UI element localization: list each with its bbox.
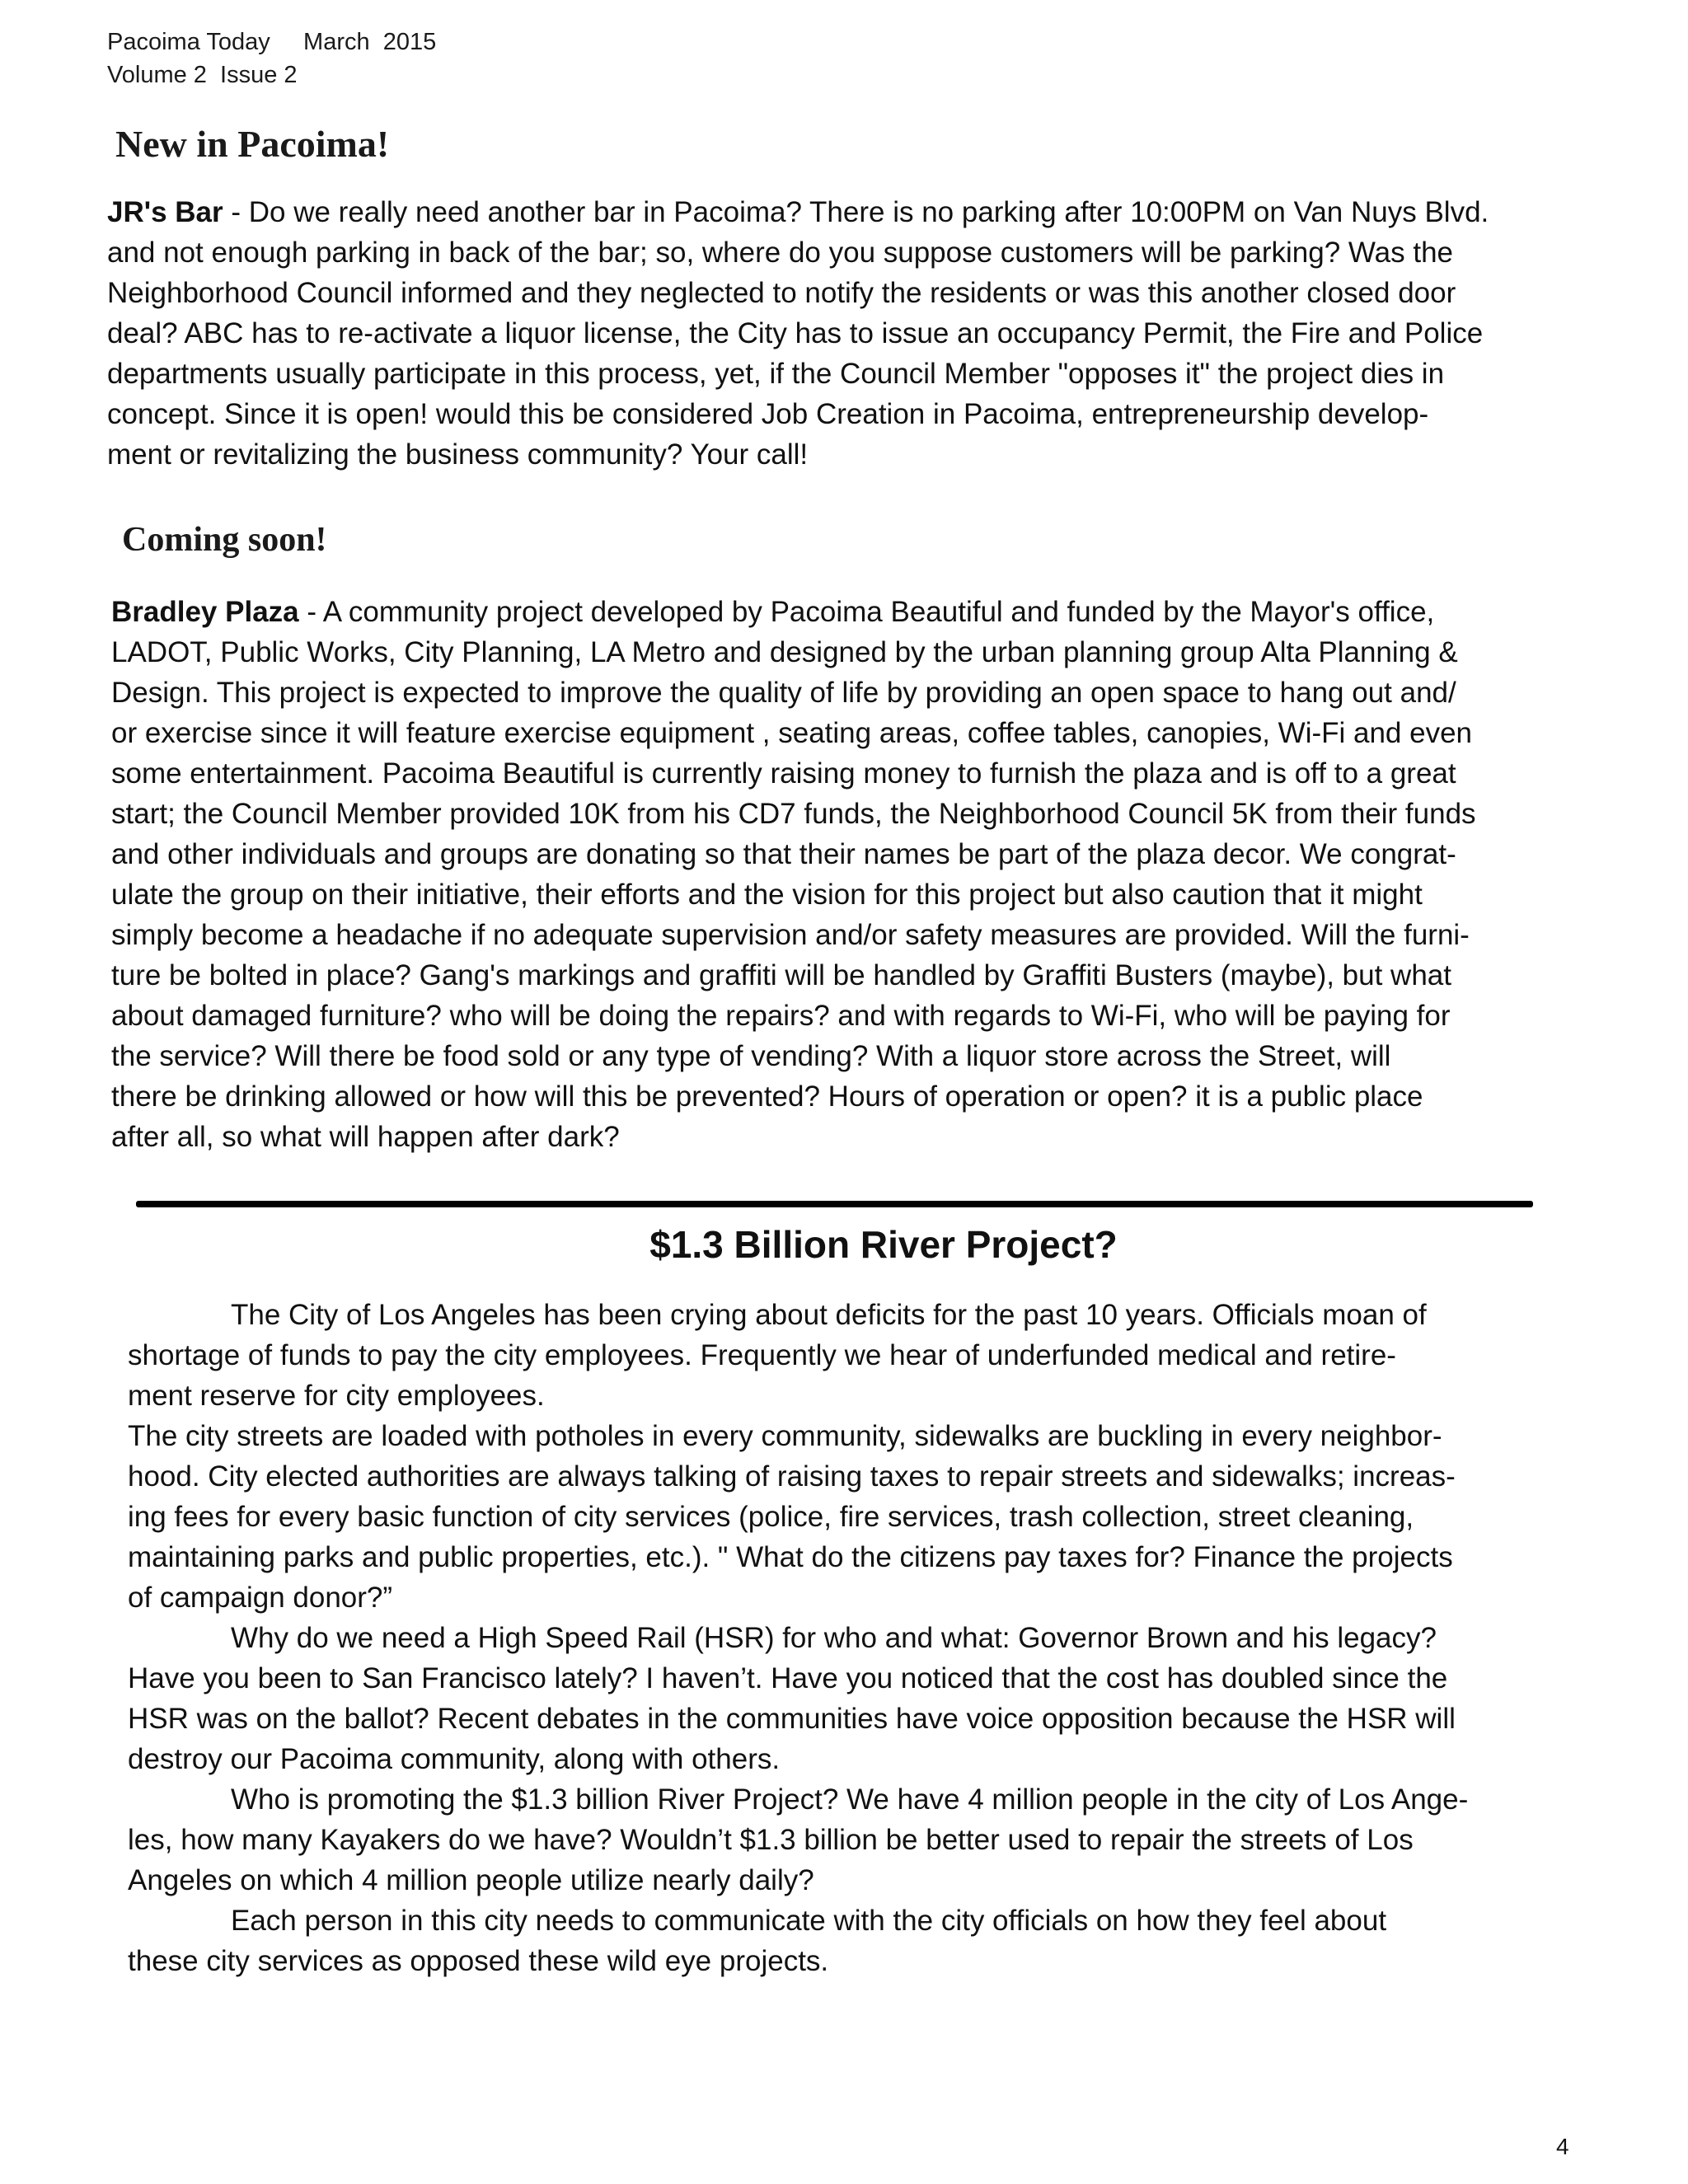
article-line: les, how many Kayakers do we have? Wouldn’t $1.3 billion be better used to repair the streets of Los: [128, 1824, 1414, 1856]
article-line: maintaining parks and public properties, etc.). " What do the citizens pay taxes for? Finance the projects: [128, 1541, 1453, 1573]
article-line: HSR was on the ballot? Recent debates in the communities have voice opposition because the HSR will: [128, 1703, 1456, 1735]
article-line: there be drinking allowed or how will this be prevented? Hours of operation or open? it is a public place: [111, 1080, 1423, 1113]
article-line: LADOT, Public Works, City Planning, LA Metro and designed by the urban planning group Alta Planning &: [111, 636, 1458, 668]
header-issue-line: Volume 2 Issue 2: [107, 62, 298, 88]
publication-name: Pacoima Today: [107, 29, 270, 55]
article-line: or exercise since it will feature exercise equipment , seating areas, coffee tables, canopies, Wi-Fi and even: [111, 717, 1473, 749]
article-line: about damaged furniture? who will be doing the repairs? and with regards to Wi-Fi, who will be paying for: [111, 1000, 1451, 1032]
header-publication-line: [107, 26, 436, 59]
coming-soon-title: Coming soon!: [122, 521, 327, 559]
article-line: ulate the group on their initiative, their efforts and the vision for this project but also caution that it might: [111, 879, 1423, 911]
river-project-article: [128, 1295, 1468, 1981]
article-line: simply become a headache if no adequate supervision and/or safety measures are provided. Will the furni-: [111, 919, 1470, 951]
jrs-bar-lead: JR's Bar: [107, 196, 223, 228]
article-line: the service? Will there be food sold or any type of vending? With a liquor store across the Street, will: [111, 1040, 1391, 1072]
article-line: Each person in this city needs to communicate with the city officials on how they feel about: [231, 1905, 1387, 1937]
article-line: Bradley Plaza - A community project developed by Pacoima Beautiful and funded by the Mayor's office,: [111, 596, 1435, 628]
article-line: Have you been to San Francisco lately? I haven’t. Have you noticed that the cost has doubled since the: [128, 1662, 1448, 1694]
river-project-title: $1.3 Billion River Project?: [649, 1223, 1118, 1266]
article-line: Who is promoting the $1.3 billion River Project? We have 4 million people in the city of Los Ange-: [231, 1783, 1469, 1816]
article-line: The city streets are loaded with potholes in every community, sidewalks are buckling in every neighbor-: [128, 1420, 1442, 1452]
new-in-pacoima-title: New in Pacoima!: [115, 123, 390, 165]
article-line: ture be bolted in place? Gang's markings and graffiti will be handled by Graffiti Busters (maybe), but what: [111, 959, 1451, 991]
article-line: Angeles on which 4 million people utilize nearly daily?: [128, 1864, 814, 1896]
article-line: ment reserve for city employees.: [128, 1380, 545, 1412]
article-line: of campaign donor?”: [128, 1582, 393, 1614]
article-line: shortage of funds to pay the city employees. Frequently we hear of underfunded medical and retire-: [128, 1339, 1396, 1371]
article-line: deal? ABC has to re-activate a liquor license, the City has to issue an occupancy Permit, the Fire and Police: [107, 317, 1484, 349]
article-line: after all, so what will happen after dark?: [111, 1121, 620, 1153]
article-line: and other individuals and groups are donating so that their names be part of the plaza decor. We congrat-: [111, 838, 1456, 870]
article-line: concept. Since it is open! would this be considered Job Creation in Pacoima, entrepreneurship develop-: [107, 398, 1429, 430]
article-line: hood. City elected authorities are always talking of raising taxes to repair streets and sidewalks; increas-: [128, 1460, 1456, 1493]
article-line: JR's Bar - Do we really need another bar in Pacoima? There is no parking after 10:00PM on Van Nuys Blvd.: [107, 196, 1489, 228]
article-line: these city services as opposed these wild eye projects.: [128, 1945, 829, 1977]
article-line: Why do we need a High Speed Rail (HSR) for who and what: Governor Brown and his legacy?: [231, 1622, 1437, 1654]
article-line: and not enough parking in back of the bar; so, where do you suppose customers will be parking? Was the: [107, 237, 1454, 269]
article-line: destroy our Pacoima community, along with others.: [128, 1743, 781, 1775]
article-line: some entertainment. Pacoima Beautiful is currently raising money to furnish the plaza and is off to a great: [111, 757, 1456, 790]
bradley-plaza-article: [111, 592, 1476, 1157]
page-number: 4: [1556, 2134, 1569, 2159]
publication-date: March 2015: [303, 29, 437, 55]
section-divider: [136, 1201, 1533, 1207]
article-line: start; the Council Member provided 10K from his CD7 funds, the Neighborhood Council 5K from their funds: [111, 798, 1476, 830]
article-line: ing fees for every basic function of city services (police, fire services, trash collection, street cleaning,: [128, 1501, 1414, 1533]
bradley-plaza-lead: Bradley Plaza: [111, 596, 299, 628]
article-line: departments usually participate in this process, yet, if the Council Member "opposes it" the project dies in: [107, 358, 1445, 390]
article-line: ment or revitalizing the business community? Your call!: [107, 438, 809, 471]
article-line: The City of Los Angeles has been crying about deficits for the past 10 years. Officials moan of: [231, 1299, 1427, 1331]
article-line: Neighborhood Council informed and they neglected to notify the residents or was this another closed door: [107, 277, 1456, 309]
jrs-bar-article: [107, 192, 1489, 475]
article-line: Design. This project is expected to improve the quality of life by providing an open space to hang out and/: [111, 677, 1456, 709]
